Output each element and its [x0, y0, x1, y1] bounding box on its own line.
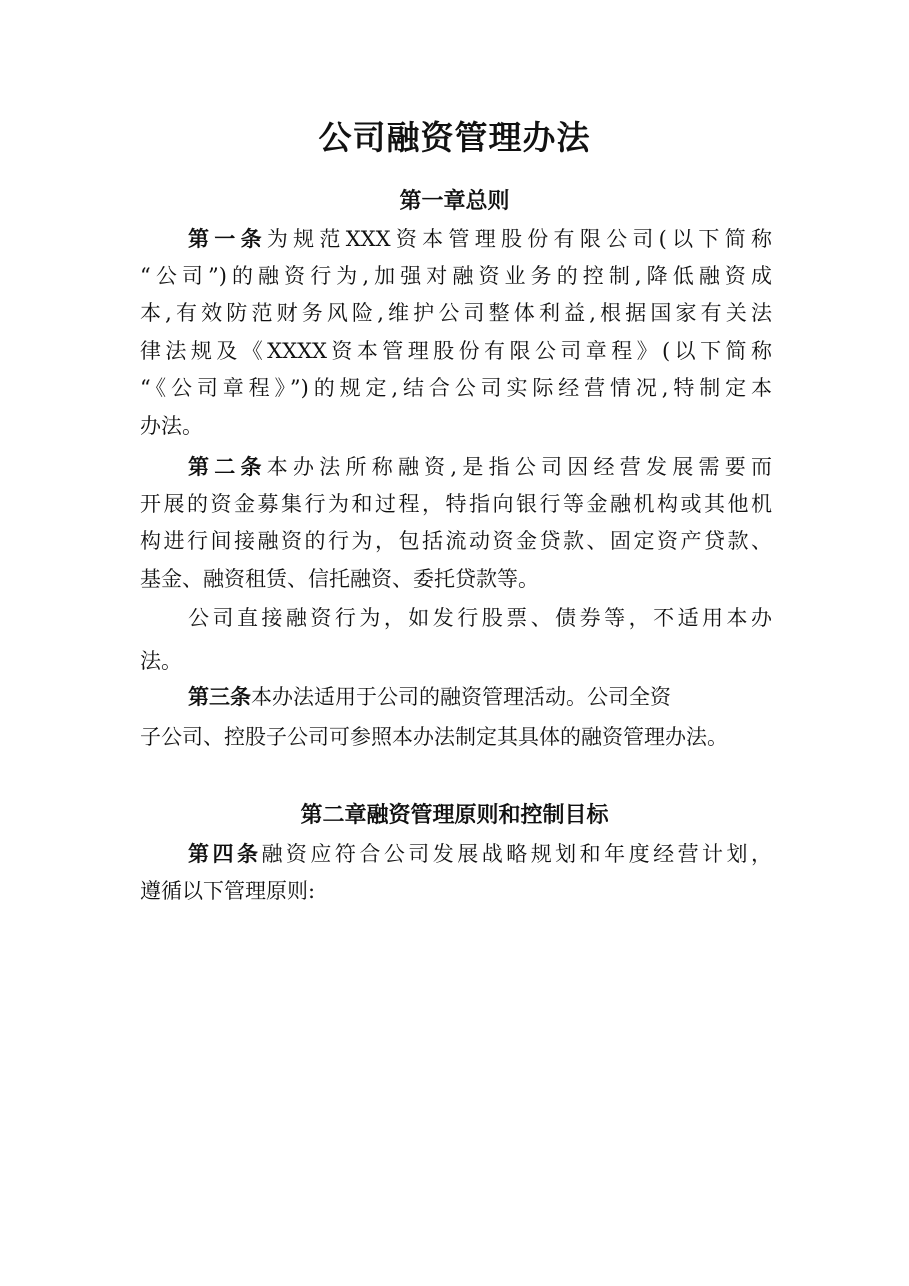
article-4-line-1: [188, 839, 772, 869]
article-1-line-3: 本,有效防范财务风险,维护公司整体利益,根据国家有关法: [140, 301, 772, 325]
article-1-line-2: “公司”)的融资行为,加强对融资业务的控制,降低融资成: [140, 264, 772, 288]
article-2-line-1: [188, 452, 772, 482]
article-2-para-2-line-2: 法。: [140, 649, 182, 673]
article-2-line-2: 开展的资金募集行为和过程，特指向银行等金融机构或其他机: [140, 492, 772, 516]
article-2-text-1: 本办法所称融资,是指公司因经营发展需要而: [266, 455, 772, 479]
article-1-line-1: [188, 224, 772, 254]
article-2-line-3: 构进行间接融资的行为，包括流动资金贷款、固定资产贷款、: [140, 529, 772, 553]
article-3-line-1: [188, 682, 772, 712]
document-title: 公司融资管理办法: [318, 118, 591, 157]
article-4-line-2: 遵循以下管理原则:: [140, 879, 316, 903]
article-2-label: 第二条: [188, 455, 267, 479]
article-1-line-5: “《公司章程》”)的规定,结合公司实际经营情况,特制定本: [140, 376, 772, 400]
article-4-text-1: 融资应符合公司发展战略规划和年度经营计划，: [261, 842, 773, 866]
article-1-label: 第一条: [188, 227, 267, 251]
chapter-1-heading: 第一章总则: [399, 189, 510, 214]
article-1-text-1: 为规范XXX资本管理股份有限公司(以下简称: [266, 227, 773, 251]
article-3-label: 第三条: [188, 685, 251, 709]
article-2-line-4: 基金、融资租赁、信托融资、委托贷款等。: [140, 567, 539, 591]
article-3-text-1: 本办法适用于公司的融资管理活动。公司全资: [251, 685, 671, 709]
article-3-line-2: 子公司、控股子公司可参照本办法制定其具体的融资管理办法。: [140, 725, 728, 749]
article-2-para-2-line-1: 公司直接融资行为，如发行股票、债券等，不适用本办: [188, 606, 772, 630]
chapter-2-heading: 第二章融资管理原则和控制目标: [300, 803, 609, 828]
article-4-label: 第四条: [188, 842, 262, 866]
article-1-line-4: 律法规及《XXXX资本管理股份有限公司章程》(以下简称: [140, 339, 772, 363]
article-1-line-6: 办法。: [140, 414, 203, 438]
